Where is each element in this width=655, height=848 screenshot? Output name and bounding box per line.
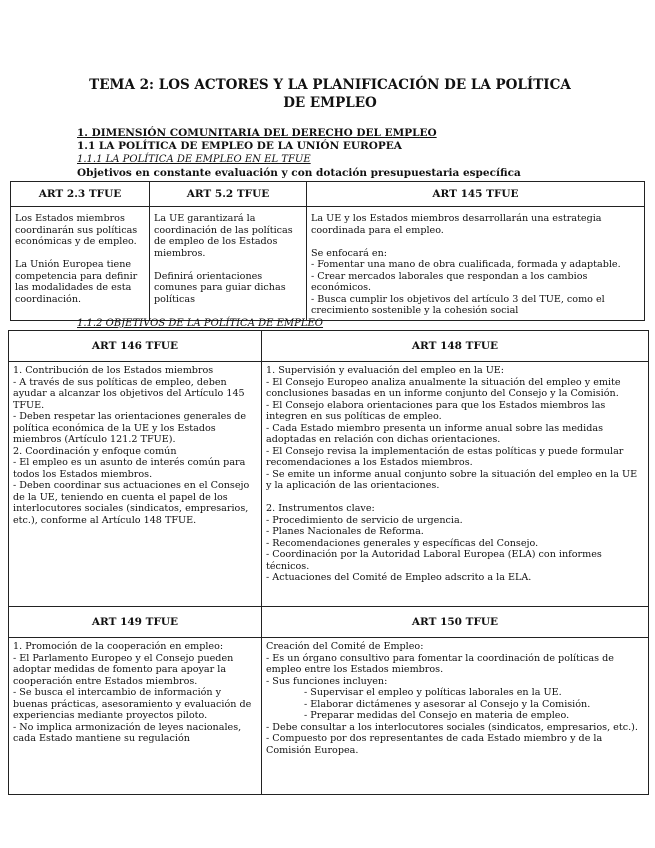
table-header-row bbox=[9, 331, 649, 362]
list-item: - Preparar medidas del Consejo en materia de empleo. bbox=[304, 710, 570, 721]
cell-art-146: 1. Contribución de los Estados miembros - A través de sus políticas de empleo, deben ayudar a alcanzar los objetivos del Artículo 145 TFUE. - Deben respetar las orientaciones generales de política económica de la UE y los Estados miembros (Artículo 121.2 TFUE). 2. Coordinación y enfoque común - El empleo es un asunto de interés común para todos los Estados miembros. - Deben coordinar sus actuaciones en el Consejo de la UE, teniendo en cuenta el papel de los interlocutores sociales (sindicatos, empresarios, etc.), conforme al Artículo 148 TFUE. bbox=[9, 362, 262, 607]
table-header-row bbox=[9, 607, 649, 638]
list-item: - Elaborar dictámenes y asesorar al Consejo y la Comisión. bbox=[304, 698, 591, 710]
section-heading-1: 1. DIMENSIÓN COMUNITARIA DEL DERECHO DEL EMPLEO bbox=[77, 127, 437, 139]
list-item: - Supervisar el empleo y políticas laborales en la UE. bbox=[304, 687, 562, 698]
cell-art-5-2: La UE garantizará la coordinación de las políticas de empleo de los Estados miembros. Definirá orientaciones comunes para guiar dichas políticas bbox=[150, 207, 307, 321]
header-art-5-2: ART 5.2 TFUE bbox=[150, 182, 307, 207]
cell-art-148: 1. Supervisión y evaluación del empleo en la UE: - El Consejo Europeo analiza anualmente la situación del empleo y emite conclusiones basadas en un informe conjunto del Consejo y la Comisión. - El Consejo elabora orientaciones para que los Estados miembros las integren en sus políticas de empleo. - Cada Estado miembro presenta un informe anual sobre las medidas adoptadas en relación con dichas orientaciones. - El Consejo revisa la implementación de estas políticas y puede formular recomendaciones a los Estados miembros. - Se emite un informe anual conjunto sobre la situación del empleo en la UE y la aplicación de las orientaciones. 2. Instrumentos clave: - Procedimiento de servicio de urgencia. - Planes Nacionales de Reforma. - Recomendaciones generales y específicas del Consejo. - Coordinación por la Autoridad Laboral Europea (ELA) con informes técnicos. - Actuaciones del Comité de Empleo adscrito a la ELA. bbox=[262, 362, 649, 607]
cell-art-2-3: Los Estados miembros coordinarán sus políticas económicas y de empleo. La Unión Europea tiene competencia para definir las modalidades de esta coordinación. bbox=[11, 207, 150, 321]
header-art-149: ART 149 TFUE bbox=[9, 607, 262, 638]
cell-art-145: La UE y los Estados miembros desarrollarán una estrategia coordinada para el empleo. Se enfocará en: - Fomentar una mano de obra cualificada, formada y adaptable. - Crear mercados laborales que respondan a los cambios económicos. - Busca cumplir los objetivos del artículo 3 del TUE, como el crecimiento sostenible y la cohesión social bbox=[307, 207, 645, 321]
tfue-articles-table bbox=[10, 181, 645, 321]
art-150-outro: - Debe consultar a los interlocutores sociales (sindicatos, empresarios, etc.). - Compuesto por dos representantes de cada Estado miembro y de la Comisión Europea. bbox=[266, 721, 638, 756]
table-header-row bbox=[11, 182, 645, 207]
page-title: TEMA 2: LOS ACTORES Y LA PLANIFICACIÓN DE LA POLÍTICA DE EMPLEO bbox=[89, 77, 571, 111]
table-row bbox=[9, 638, 649, 795]
section-heading-1-1: 1.1 LA POLÍTICA DE EMPLEO DE LA UNIÓN EUROPEA bbox=[77, 140, 402, 152]
objectives-note: Objetivos en constante evaluación y con dotación presupuestaria específica bbox=[77, 167, 521, 179]
header-art-146: ART 146 TFUE bbox=[9, 331, 262, 362]
table-row bbox=[9, 362, 649, 607]
objectives-table bbox=[8, 330, 649, 795]
header-art-2-3: ART 2.3 TFUE bbox=[11, 182, 150, 207]
header-art-150: ART 150 TFUE bbox=[262, 607, 649, 638]
cell-art-149: 1. Promoción de la cooperación en empleo: - El Parlamento Europeo y el Consejo pueden adoptar medidas de fomento para apoyar la cooperación entre Estados miembros. - Se busca el intercambio de información y buenas prácticas, asesoramiento y evaluación de experiencias mediante proyectos piloto. - No implica armonización de leyes nacionales, cada Estado mantiene su regulación bbox=[9, 638, 262, 795]
section-heading-1-1-1: 1.1.1 LA POLÍTICA DE EMPLEO EN EL TFUE bbox=[77, 154, 311, 165]
header-art-145: ART 145 TFUE bbox=[307, 182, 645, 207]
art-150-intro: Creación del Comité de Empleo: - Es un órgano consultivo para fomentar la coordinación de políticas de empleo entre los Estados miembros. - Sus funciones incluyen: bbox=[266, 641, 614, 687]
cell-art-150 bbox=[262, 638, 649, 795]
table-row bbox=[11, 207, 645, 321]
header-art-148: ART 148 TFUE bbox=[262, 331, 649, 362]
section-heading-1-1-2: 1.1.2 OBJETIVOS DE LA POLÍTICA DE EMPLEO bbox=[77, 318, 324, 329]
